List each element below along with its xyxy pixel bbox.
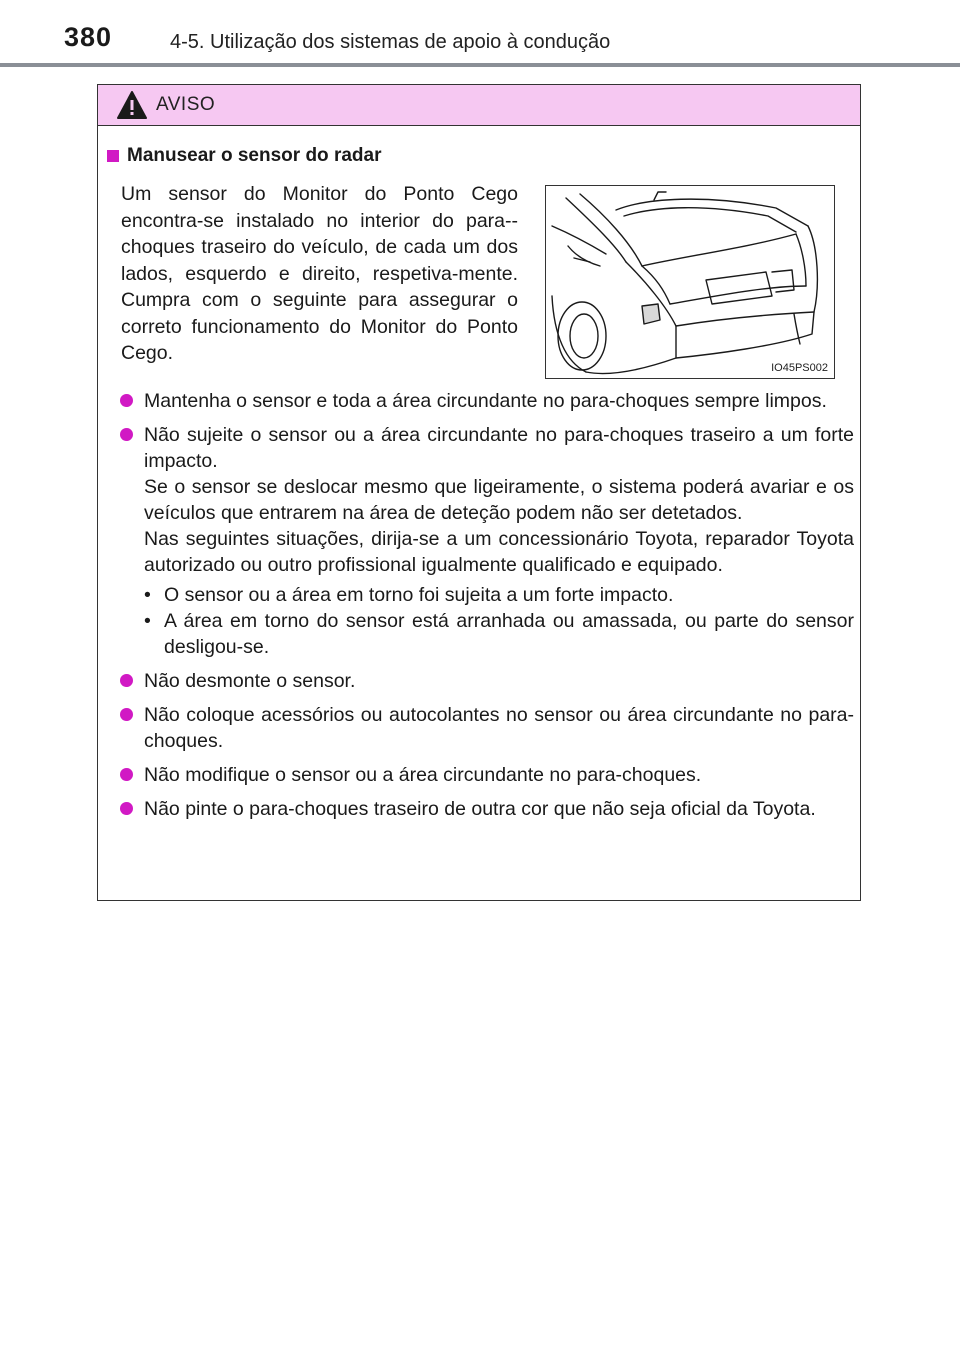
- page-number: 380: [64, 22, 113, 52]
- item-text: Mantenha o sensor e toda a área circundante no para-choques sempre limpos.: [144, 390, 827, 412]
- page-header: [0, 0, 960, 68]
- car-rear-illustration: [546, 186, 834, 378]
- item-text: Não pinte o para-choques traseiro de outra cor que não seja oficial da Toyota.: [144, 798, 816, 820]
- list-item: [107, 388, 854, 414]
- sub-list-item: [144, 608, 854, 660]
- sub-item-text: A área em torno do sensor está arranhada ou amassada, ou parte do sensor desligou-se.: [164, 610, 854, 658]
- figure-code: IO45PS002: [771, 362, 828, 374]
- list-item: [107, 702, 854, 754]
- list-item: [107, 422, 854, 660]
- intro-paragraph: Um sensor do Monitor do Ponto Cego encontra-se instalado no interior do para--choques traseiro do veículo, de cada um dos lados, esquerdo e direito, respetiva-mente. Cumpra com o seguinte para assegurar o correto funcionamento do Monitor do Ponto Cego.: [121, 183, 518, 364]
- item-text: Não modifique o sensor ou a área circundante no para-choques.: [144, 764, 702, 786]
- item-text: Não desmonte o sensor.: [144, 670, 356, 692]
- small-bullet-icon: •: [144, 584, 151, 606]
- item-text: Não coloque acessórios ou autocolantes no sensor ou área circundante no para-choques.: [144, 704, 854, 752]
- item-text-continued: Se o sensor se deslocar mesmo que ligeiramente, o sistema poderá avariar e os veículos que entrarem na área de deteção podem não ser detetados.: [144, 476, 854, 524]
- sub-item-text: O sensor ou a área em torno foi sujeita a um forte impacto.: [164, 584, 674, 606]
- warning-header: [98, 85, 860, 126]
- round-bullet-icon: [120, 768, 133, 781]
- section-title: 4-5. Utilização dos sistemas de apoio à condução: [170, 31, 611, 53]
- subheading: [107, 145, 381, 167]
- sub-list-item: [144, 582, 854, 608]
- warning-items: [107, 388, 854, 830]
- rear-bumper-sensor-figure: [545, 185, 835, 379]
- sub-list: [144, 582, 854, 660]
- small-bullet-icon: •: [144, 610, 151, 632]
- round-bullet-icon: [120, 394, 133, 407]
- round-bullet-icon: [120, 674, 133, 687]
- list-item: [107, 762, 854, 788]
- warning-triangle-icon: [116, 90, 148, 120]
- subheading-text: Manusear o sensor do radar: [127, 145, 382, 166]
- list-item: [107, 668, 854, 694]
- warning-label: AVISO: [156, 94, 216, 115]
- square-bullet-icon: [107, 150, 119, 162]
- header-rule: [0, 63, 960, 67]
- item-text: Não sujeite o sensor ou a área circundante no para-choques traseiro a um forte impacto.: [144, 424, 854, 472]
- round-bullet-icon: [120, 428, 133, 441]
- list-item: [107, 796, 854, 822]
- round-bullet-icon: [120, 708, 133, 721]
- warning-box: [97, 84, 861, 901]
- item-text-continued: Nas seguintes situações, dirija-se a um concessionário Toyota, reparador Toyota autorizado ou outro profissional igualmente qualificado e equipado.: [144, 528, 854, 576]
- round-bullet-icon: [120, 802, 133, 815]
